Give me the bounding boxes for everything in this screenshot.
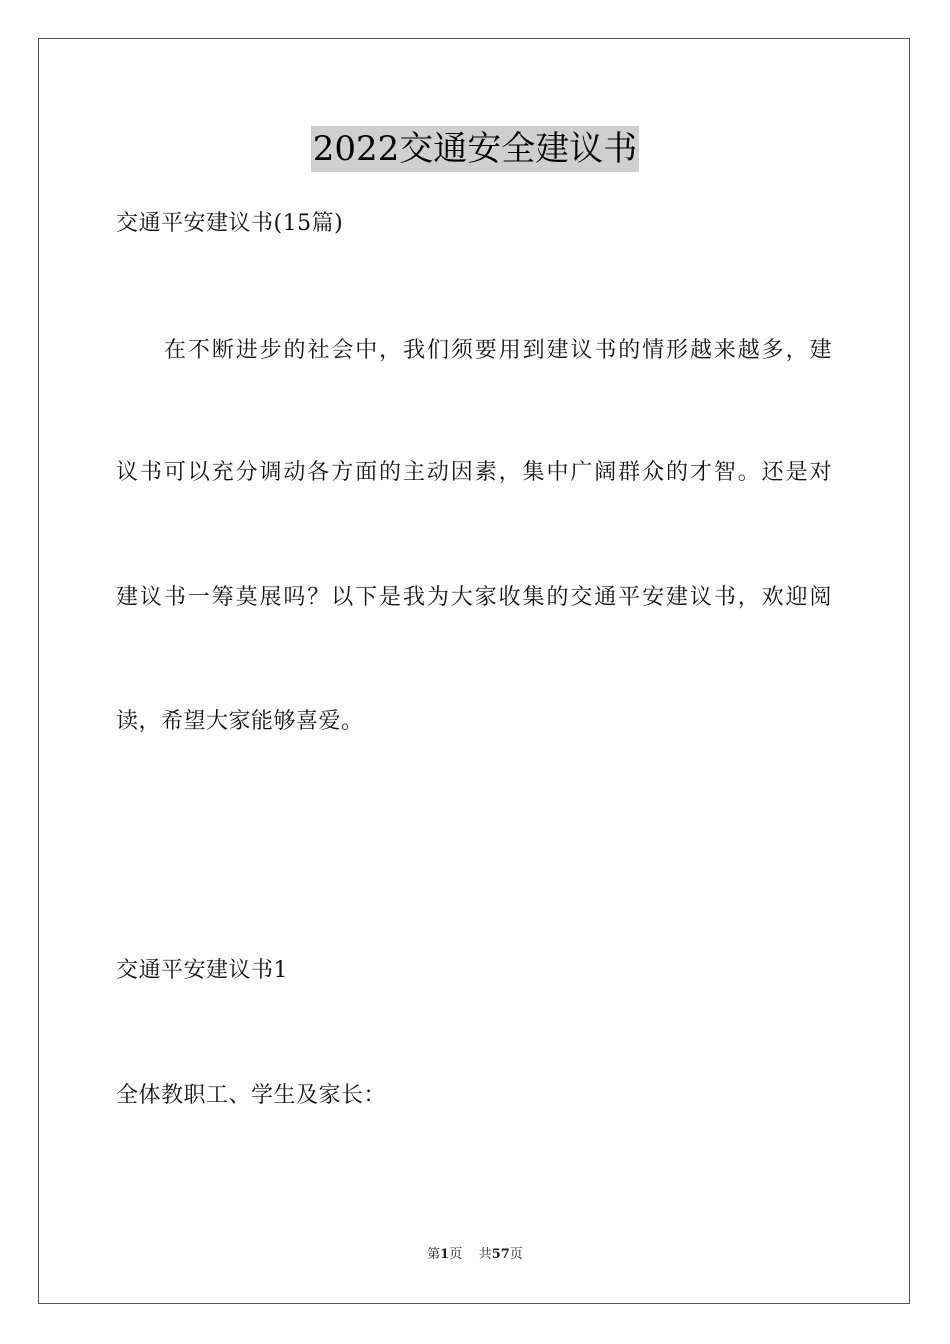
section-heading: 交通平安建议书1 — [116, 958, 288, 983]
document-title: 2022交通安全建议书 — [311, 126, 640, 172]
document-subtitle: 交通平安建议书(15篇) — [116, 211, 344, 236]
footer-page-prefix: 第 — [427, 1247, 441, 1262]
footer-page-number: 1 — [440, 1247, 450, 1262]
footer-total-suffix: 页 — [509, 1247, 523, 1262]
intro-line-2: 议书可以充分调动各方面的主动因素，集中广阔群众的才智。还是对 — [116, 460, 832, 485]
salutation: 全体教职工、学生及家长： — [116, 1083, 387, 1108]
page-footer — [0, 1246, 950, 1264]
intro-line-3: 建议书一筹莫展吗？以下是我为大家收集的交通平安建议书，欢迎阅 — [116, 585, 832, 610]
title-container — [0, 126, 950, 172]
intro-line-4: 读，希望大家能够喜爱。 — [116, 709, 364, 734]
footer-page-suffix: 页 — [449, 1247, 463, 1262]
footer-total-prefix: 共 — [478, 1247, 492, 1262]
footer-total-pages: 57 — [491, 1247, 510, 1262]
intro-line-1: 在不断进步的社会中，我们须要用到建议书的情形越来越多，建 — [164, 338, 832, 363]
